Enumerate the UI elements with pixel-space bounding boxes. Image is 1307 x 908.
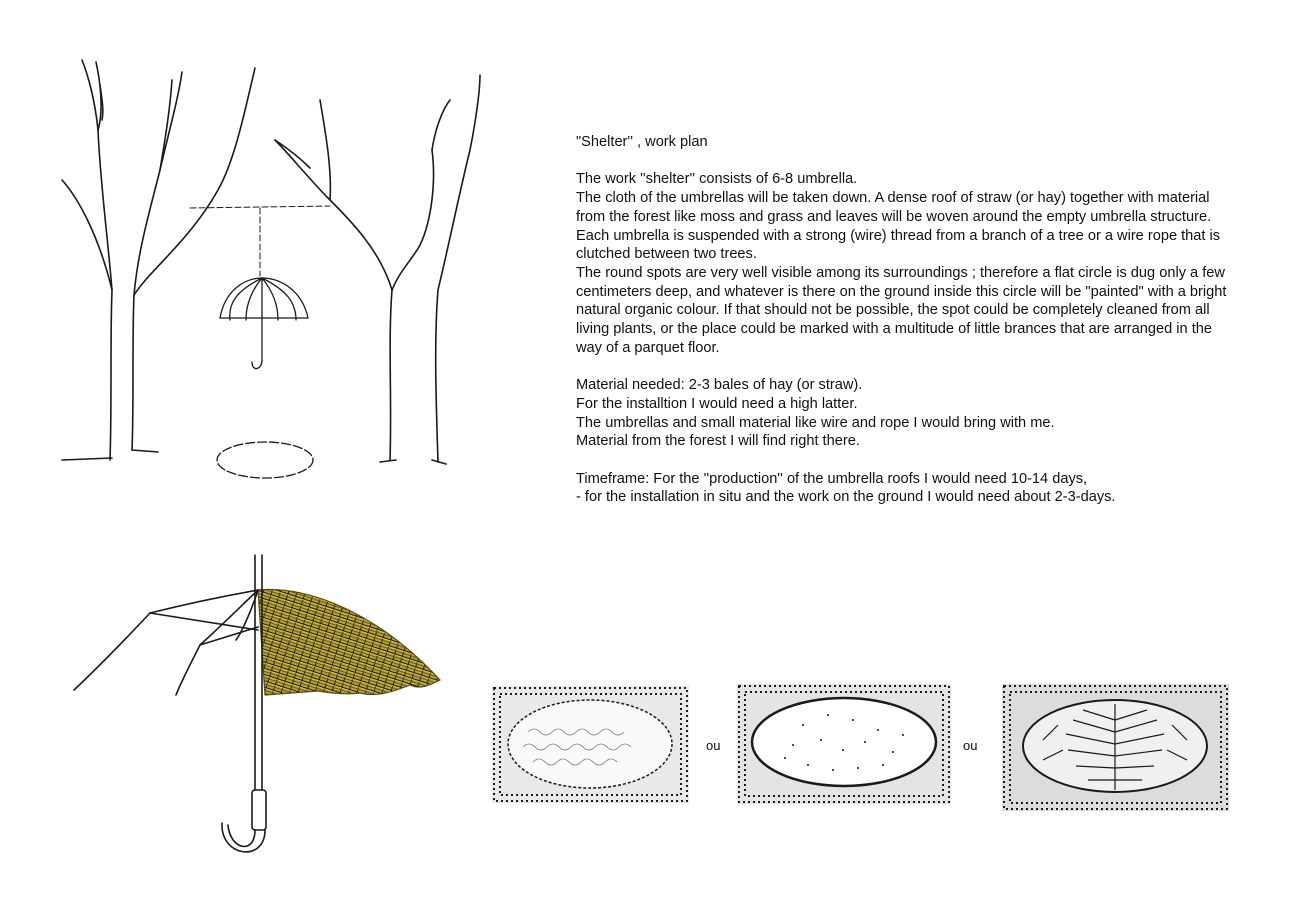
timeframe-installation: - for the installation in situ and the work on the ground I would need about 2-3-days. — [576, 489, 1116, 506]
description-paragraph: The cloth of the umbrellas will be taken down. A dense roof of straw (or hay) together with material from the forest like moss and grass and leaves will be woven around the empty umbrella structure. Each umbrella is suspended with a strong (wire) thread from a branch of a tree or a wire rope that is clutched between two trees. — [576, 190, 1221, 263]
trees-hanging-umbrella-sketch — [40, 40, 500, 520]
intro-paragraph: The work ''shelter'' consists of 6-8 umbrella. — [576, 171, 858, 188]
cleaned-spot-drawing — [733, 680, 955, 808]
bare-ribs-drawing — [74, 590, 258, 695]
materials-forest: Material from the forest I will find right there. — [576, 433, 860, 450]
option-separator-2: ou — [963, 738, 978, 753]
spots-paragraph: The round spots are very well visible among its surroundings ; therefore a flat circle is dug only a few centimeters deep, and whatever is there on the ground inside this circle will be "painted" with a bright natural organic colour. If that should not be possible, the spot could be completely cleaned from all living plants, or the place could be marked with a multitude of little brances that are arranged in the way of a parquet floor. — [576, 264, 1227, 356]
work-plan-text — [576, 133, 1236, 507]
option-separator-1: ou — [706, 738, 721, 753]
materials-needed: Material needed: 2-3 bales of hay (or straw). — [576, 377, 863, 394]
hanging-umbrella-drawing — [220, 278, 308, 369]
rope-drawing — [190, 206, 330, 276]
timeframe-production: Timeframe: For the ''production'' of the umbrella roofs I would need 10-14 days, — [576, 470, 1088, 487]
page-title: "Shelter'' , work plan — [576, 134, 708, 150]
straw-umbrella-sketch — [60, 545, 460, 865]
materials-small: The umbrellas and small material like wire and rope I would bring with me. — [576, 414, 1055, 431]
materials-installation: For the installtion I would need a high latter. — [576, 395, 858, 412]
parquet-branches-spot-drawing — [998, 680, 1233, 815]
straw-roof-drawing — [258, 589, 440, 695]
ground-circle-drawing — [217, 442, 313, 478]
left-tree-drawing — [62, 60, 255, 460]
right-tree-drawing — [275, 75, 480, 464]
painted-spot-drawing — [488, 682, 693, 807]
